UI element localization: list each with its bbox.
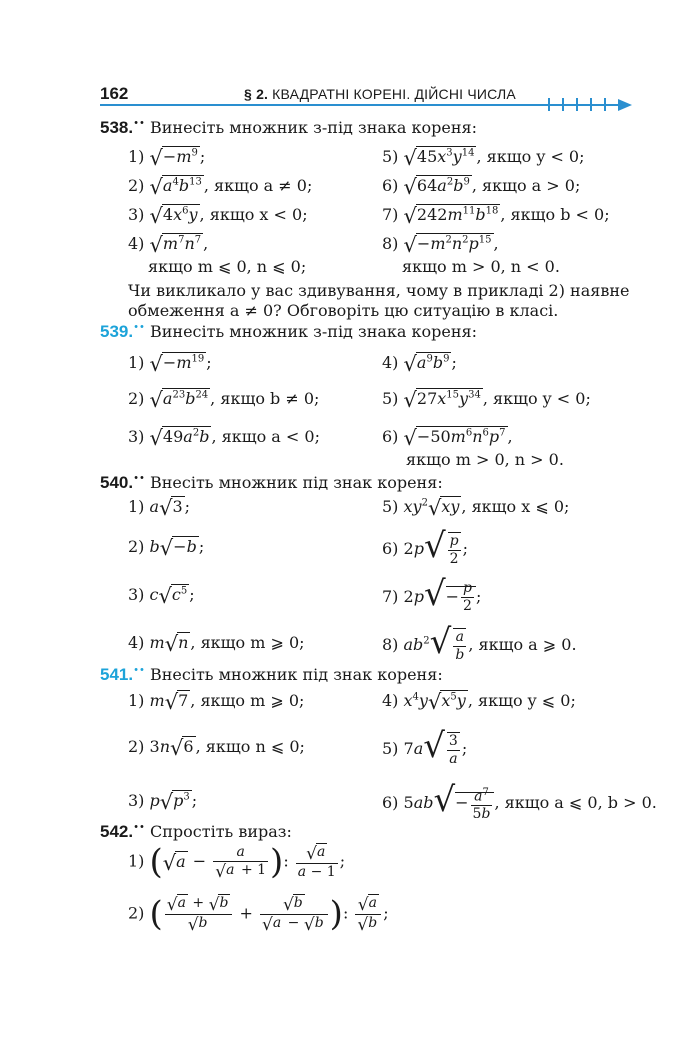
problem-539-heading: 539.•• Винесіть множник з-під знака кореня: (100, 322, 478, 341)
problem-542-title: Спростіть вираз: (149, 822, 292, 841)
item-538-8: 8) $√-m^2n^2p^{15}$ , (382, 233, 499, 257)
item-540-7: 7) 2p√− $\frac{p}{2}$ ; (382, 574, 482, 614)
item-538-8-condition: якщо m > 0, n < 0. (402, 257, 560, 276)
item-541-1: 1) m√7 , якщо m ⩾ 0; (128, 690, 305, 714)
item-538-1: 1) $√-m^9$ ; (128, 146, 206, 170)
item-541-5: 5) 7a√ $\frac{3}{a}$ ; (382, 726, 468, 767)
problem-538-title: Винесіть множник з-під знака кореня: (149, 118, 478, 137)
ruler-tick (576, 98, 578, 111)
item-539-4: 4) $√a^9b^9$ ; (382, 352, 457, 376)
item-540-3: 3) $c√c^5$ ; (128, 584, 195, 608)
ruler-tick (590, 98, 592, 111)
item-541-3: 3) $p√p^3$ ; (128, 790, 198, 814)
problem-541-heading: 541.•• Внесіть множник під знак кореня: (100, 665, 443, 684)
problem-542-heading: 542.•• Спростіть вираз: (100, 822, 292, 841)
ruler-tick (562, 98, 564, 111)
problem-540-heading: 540.•• Внесіть множник під знак кореня: (100, 473, 443, 492)
item-542-1: 1) (√a − $\frac{a}{√a + 1}$ ): $\frac{√a}{a - 1}$ ; (128, 842, 346, 882)
item-539-1: 1) $√-m^{19}$ ; (128, 352, 212, 376)
ruler-tick (604, 98, 606, 111)
item-541-4: 4) $x^4y√x^5y$ , якщо y ⩽ 0; (382, 690, 576, 714)
item-540-4: 4) m√n , якщо m ⩾ 0; (128, 632, 305, 656)
item-540-5: 5) $xy^2√xy$ , якщо x ⩽ 0; (382, 496, 570, 520)
item-538-2: 2) $√a^4b^{13}$ , якщо a ≠ 0; (128, 175, 313, 199)
problem-539-title: Винесіть множник з-під знака кореня: (149, 322, 478, 341)
header-rule (100, 104, 620, 106)
item-540-1: 1) a√3 ; (128, 496, 191, 520)
item-538-7: 7) $√242m^{11}b^{18}$ , якщо b < 0; (382, 204, 610, 228)
item-538-3: 3) $√4x^6y$ , якщо x < 0; (128, 204, 308, 228)
item-539-2: 2) $√a^{23}b^{24}$ , якщо b ≠ 0; (128, 388, 320, 412)
item-539-6-condition: якщо m > 0, n > 0. (406, 450, 564, 469)
item-538-4-condition: якщо m ⩽ 0, n ⩽ 0; (148, 257, 307, 276)
problem-538-heading: 538.•• Винесіть множник з-під знака кореня: (100, 118, 478, 137)
problem-541-title: Внесіть множник під знак кореня: (149, 665, 443, 684)
item-541-6: 6) 5ab√− $\frac{a^7}{5b}$ , якщо a ⩽ 0, b > 0. (382, 780, 657, 823)
item-540-2: 2) b√−b ; (128, 536, 205, 560)
item-538-5: 5) $√45x^3y^{14}$ , якщо y < 0; (382, 146, 585, 170)
item-538-6: 6) $√64a^2b^9$ , якщо a > 0; (382, 175, 581, 199)
section-number: § 2. (244, 86, 269, 102)
problem-540-title: Внесіть множник під знак кореня: (149, 473, 443, 492)
section-title: КВАДРАТНІ КОРЕНІ. ДІЙСНІ ЧИСЛА (272, 86, 516, 102)
item-540-6: 6) 2p√ $\frac{p}{2}$ ; (382, 526, 468, 567)
item-538-4: 4) $√m^7n^7$ , (128, 233, 209, 257)
problem-538-note: Чи викликало у вас здивування, чому в прикладі 2) наявне обмеження a ≠ 0? Обговоріть цю ситуацію в класі. (128, 281, 630, 320)
item-540-8: 8) $ab^2√$ $\frac{a}{b}$ , якщо a ⩾ 0. (382, 622, 577, 663)
section-header (244, 86, 516, 102)
item-541-2: 2) 3n√6 , якщо n ⩽ 0; (128, 736, 305, 760)
item-539-3: 3) $√49a^2b$ , якщо a < 0; (128, 426, 320, 450)
item-539-5: 5) $√27x^{15}y^{34}$ , якщо y < 0; (382, 388, 591, 412)
item-542-2: 2) ( $\frac{√a + √b}{√b}$ + $\frac{√b}{√a - √b}$ ): $\frac{√a}{√b}$ ; (128, 894, 389, 935)
item-539-6: 6) $√-50m^6n^6p^7$ , (382, 426, 513, 450)
ruler-tick (548, 98, 550, 111)
page-number: 162 (100, 84, 129, 103)
arrow-right-icon (618, 99, 632, 111)
